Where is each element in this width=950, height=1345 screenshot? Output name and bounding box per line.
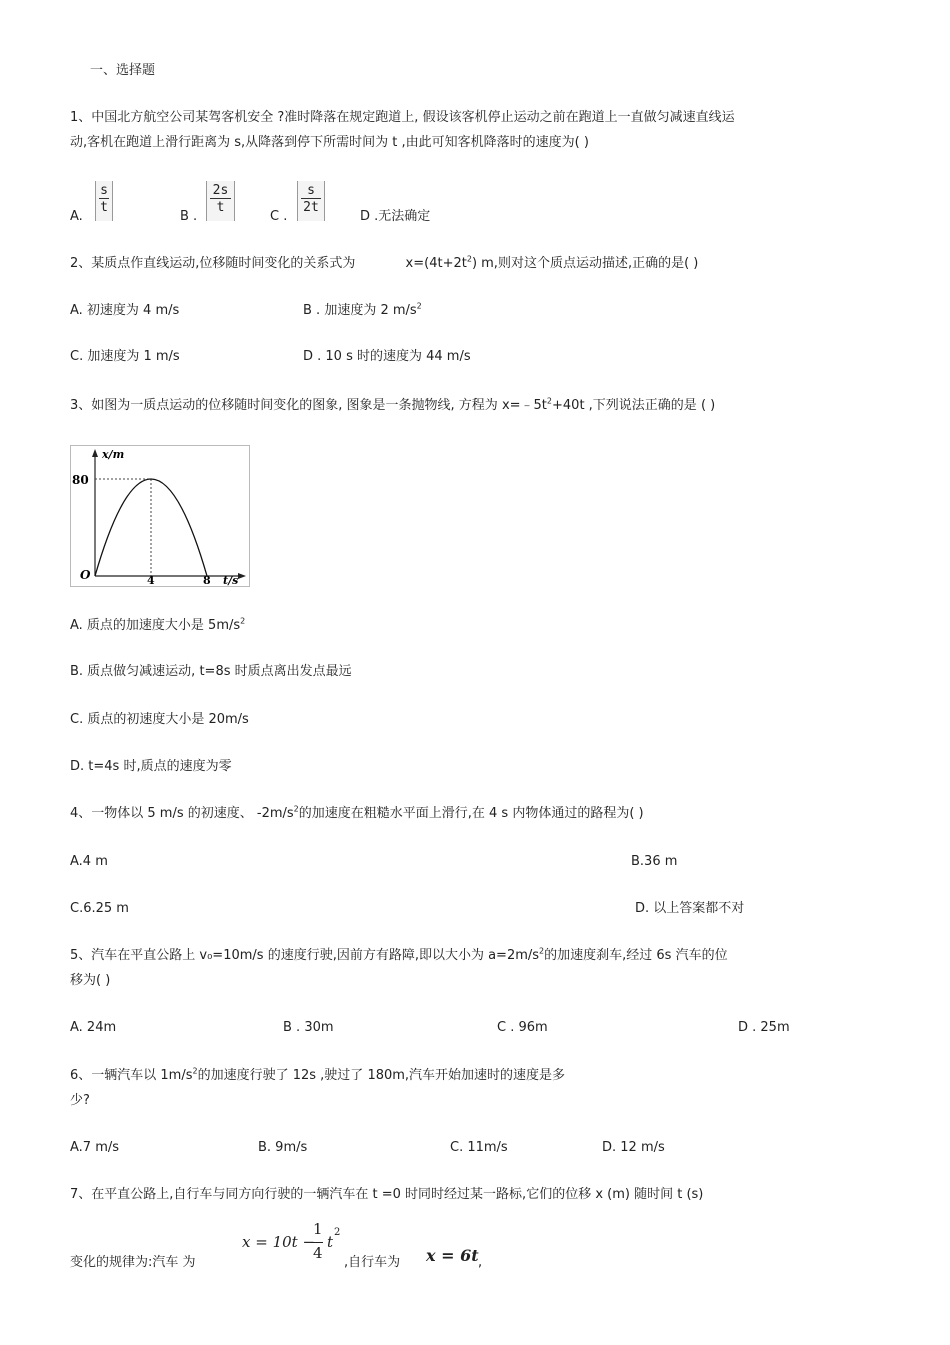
q2-formula: $x=(4t+2t^2)$ m,则对这个质点运动描述,正确的是( ) [405, 254, 699, 271]
q3-option-d: D. t=4s 时,质点的速度为零 [70, 759, 232, 774]
q7-bike-equation: x = 6t [426, 1246, 479, 1265]
q2-option-b: B . 加速度为 2 $m/s^2$ [303, 301, 422, 318]
q3-option-b: B. 质点做匀减速运动, t=8s 时质点离出发点最远 [70, 664, 352, 679]
q2-option-a: A. 初速度为 4 m/s [70, 303, 180, 318]
x-tick-label-2: 8 [203, 574, 211, 587]
car-fraction-numerator: 1 [313, 1220, 323, 1238]
q1-line1: 1、中国北方航空公司某驾客机安全 ?准时降落在规定跑道上, 假设该客机停止运动之前在跑道上一直做匀减速直线运 [70, 110, 735, 125]
q1-option-a-label: A. [70, 209, 83, 224]
q2-option-c: C. 加速度为 1 m/s [70, 349, 180, 364]
car-equation-exponent: 2 [334, 1227, 341, 1238]
fraction-denominator: t [100, 200, 108, 215]
q5-stem-line2: 移为( ) [70, 973, 111, 988]
car-equation-lhs: x = 10t − [242, 1233, 316, 1251]
q6-option-c: C. 11m/s [450, 1140, 508, 1155]
q7-car-equation [242, 1222, 342, 1266]
q7-stem-line2-prefix: 变化的规律为:汽车 为 [70, 1255, 196, 1270]
fraction-numerator: 2s [210, 183, 231, 199]
q7-stem-line2-end: , [478, 1255, 483, 1270]
fraction-numerator: s [301, 183, 321, 199]
q5-option-d: D . 25m [738, 1020, 790, 1035]
origin-label: O [80, 568, 91, 582]
q1-option-a-fraction [95, 181, 113, 221]
q6-stem-line2: 少? [70, 1093, 90, 1108]
q5-option-b: B . 30m [283, 1020, 334, 1035]
q1-option-b-label: B . [180, 209, 198, 224]
q6-option-d: D. 12 m/s [602, 1140, 665, 1155]
q7-stem-line1: 7、在平直公路上,自行车与同方向行驶的一辆汽车在 t =0 时同时经过某一路标,它们的位移 x (m) 随时间 t (s) [70, 1187, 704, 1202]
q5-option-c: C . 96m [497, 1020, 548, 1035]
q6-stem-line1: 6、一辆汽车以 $1m/s^2$的加速度行驶了 12s ,驶过了 180m,汽车开始加速时的速度是多 [70, 1066, 566, 1083]
fraction-numerator: s [100, 183, 108, 198]
q5-stem-line1: 5、汽车在平直公路上 v₀=10m/s 的速度行驶,因前方有路障,即以大小为 $a=2m/s^2$的加速度刹车,经过 6s 汽车的位 [70, 946, 728, 963]
q2-option-d: D . 10 s 时的速度为 44 m/s [303, 349, 471, 364]
q6-option-b: B. 9m/s [258, 1140, 308, 1155]
q3-stem [70, 398, 715, 414]
car-fraction-denominator: 4 [313, 1244, 323, 1262]
fraction-denominator: 2t [303, 200, 319, 215]
y-tick-label: 80 [72, 473, 89, 487]
q4-option-a: A.4 m [70, 854, 108, 869]
q1-line2: 动,客机在跑道上滑行距离为 s,从降落到停下所需时间为 t ,由此可知客机降落时的速度为( ) [70, 135, 589, 150]
fraction-denominator: t [216, 200, 225, 215]
q4-stem: 4、一物体以 5 m/s 的初速度、 $-2m/s^2$的加速度在粗糙水平面上滑行,在 4 s 内物体通过的路程为( ) [70, 804, 644, 821]
x-tick-label-1: 4 [147, 574, 155, 587]
q3-stem-text: 3、如图为一质点运动的位移随时间变化的图象, 图象是一条抛物线, 方程为 [70, 398, 498, 413]
q3-option-c: C. 质点的初速度大小是 20m/s [70, 712, 249, 727]
q3-position-time-graph [70, 445, 250, 587]
q3-option-a: A. 质点的加速度大小是 $5m/s^2$ [70, 616, 246, 633]
q4-option-b: B.36 m [631, 854, 678, 869]
q1-option-c-fraction [297, 181, 325, 221]
q3-formula: $x=﹣5t^2+40t$ ,下列说法正确的是 ( ) [501, 396, 716, 413]
x-axis-label: t/s [223, 574, 239, 587]
graph-frame [71, 446, 250, 587]
q4-option-d: D. 以上答案都不对 [635, 901, 745, 916]
q2-stem-text: 2、某质点作直线运动,位移随时间变化的关系式为 [70, 256, 356, 271]
car-fraction-bar [311, 1242, 323, 1243]
q7-stem-line2-middle: ,自行车为 [344, 1255, 401, 1270]
q6-option-a: A.7 m/s [70, 1140, 120, 1155]
q2-stem [70, 256, 698, 272]
q1-option-d: D .无法确定 [360, 209, 431, 224]
q4-option-c: C.6.25 m [70, 901, 129, 916]
car-equation-t: t [327, 1233, 334, 1251]
q1-option-b-fraction [206, 181, 235, 221]
y-axis-label: x/m [102, 448, 125, 461]
q1-option-c-label: C . [270, 209, 288, 224]
q5-option-a: A. 24m [70, 1020, 117, 1035]
section-title: 一、选择题 [90, 63, 156, 78]
